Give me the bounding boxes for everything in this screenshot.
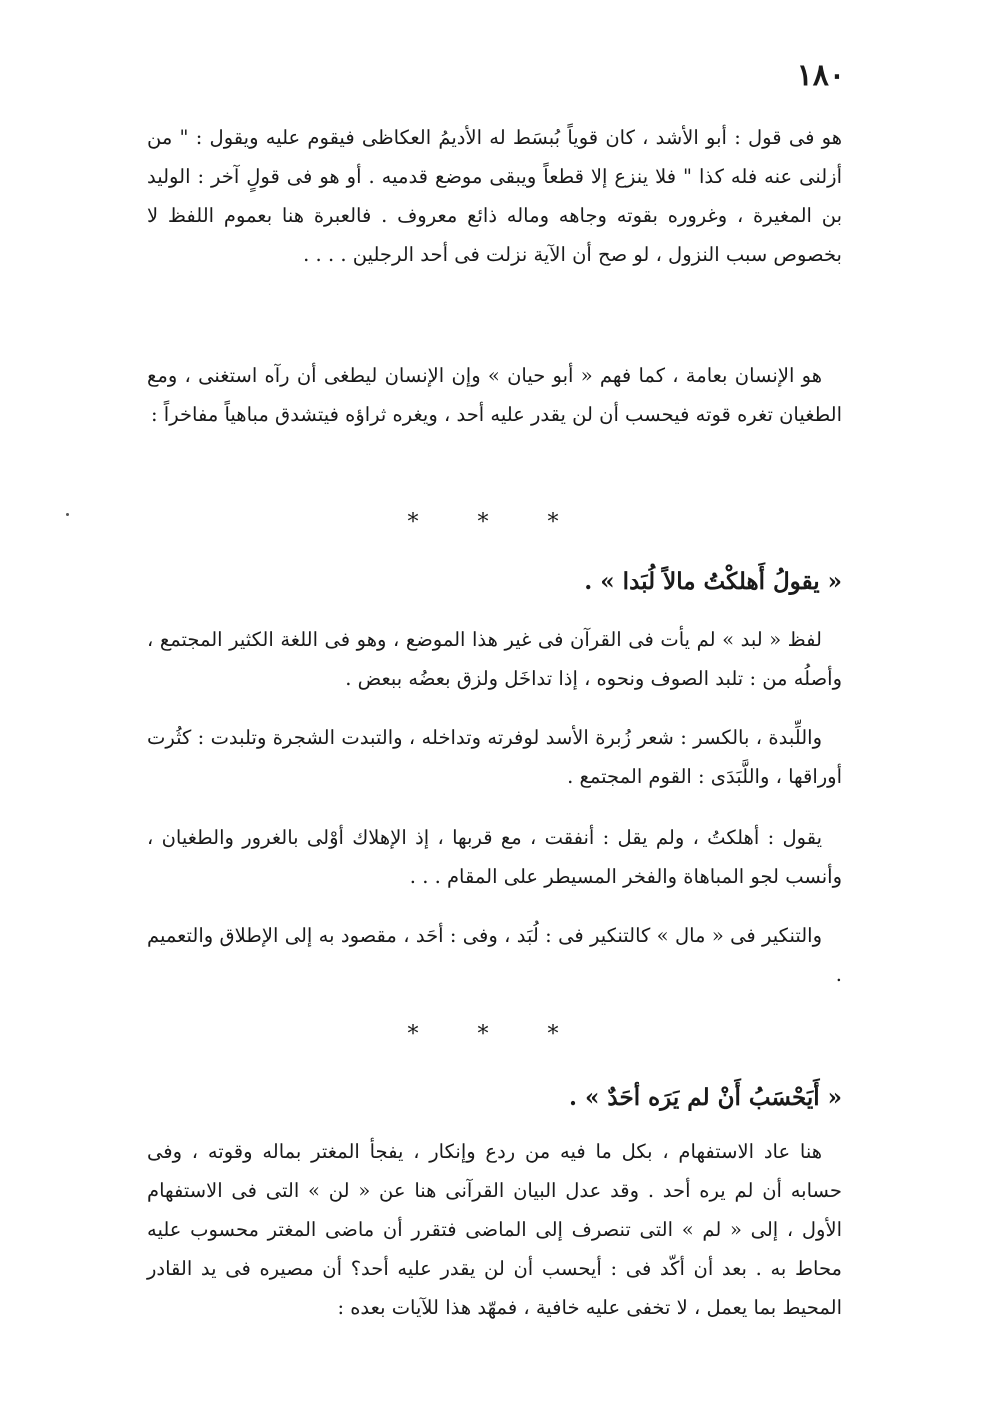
- paragraph-7-text: هنا عاد الاستفهام ، بكل ما فيه من ردع وإنكار ، يفجأ المغتر بماله وقوته ، وفى حسابه أن لم يره أحد . وقد عدل البيان القرآنى هنا عن « لن » التى فى الاستفهام الأول ، إلى « لم » التى تنصرف إلى الماضى فتقرر أن ماضى المغتر محسوب عليه محاط به . بعد أن أكّد فى : أيحسب أن لن يقدر عليه أحد؟ أن مصيره فى يد القادر المحيط بما يعمل ، لا تخفى عليه خافية ، فمهّد هذا للآيات بعده :: [147, 1140, 842, 1319]
- paragraph-4-text: واللِّبدة ، بالكسر : شعر زُبرة الأسد لوفرته وتداخله ، والتبدت الشجرة وتلبدت : كثُرت أوراقها ، واللَّبَدَى : القوم المجتمع .: [147, 726, 842, 788]
- paragraph-5-text: يقول : أهلكتُ ، ولم يقل : أنفقت ، مع قربها ، إذ الإهلاك أوْلى بالغرور والطغيان ، وأنسب لجو المباهاة والفخر المسيطر على المقام . . .: [147, 826, 842, 888]
- verse-heading-2: « أَيَحْسَبُ أَنْ لم يَرَه أحَدٌ » .: [569, 1084, 842, 1111]
- paragraph-3: [147, 620, 842, 698]
- paragraph-5: [147, 818, 842, 896]
- paragraph-2-text: هو الإنسان بعامة ، كما فهم « أبو حيان » وإن الإنسان ليطغى أن رآه استغنى ، ومع الطغيان تغره قوته فيحسب أن لن يقدر عليه أحد ، ويغره ثراؤه فيتشدق مباهياً مفاخراً :: [147, 364, 842, 426]
- paragraph-6: [147, 916, 842, 994]
- paragraph-6-text: والتنكير فى « مال » كالتنكير فى : لُبَد ، وفى : أحَد ، مقصود به إلى الإطلاق والتعميم .: [147, 924, 842, 986]
- page-number: ١٨٠: [796, 58, 845, 93]
- paragraph-1-text: هو فى قول : أبو الأشد ، كان قوياً بُبسَط له الأديمُ العكاظى فيقوم عليه ويقول : " من أزلنى عنه فله كذا " فلا ينزع إلا قطعاً ويبقى موضع قدميه . أو هو فى قولٍ آخر : الوليد بن المغيرة ، وغروره بقوته وجاهه وماله ذائع معروف . فالعبرة هنا بعموم اللفظ لا بخصوص سبب النزول ، لو صح أن الآية نزلت فى أحد الرجلين . . . .: [147, 126, 842, 266]
- paragraph-7: [147, 1132, 842, 1327]
- paragraph-3-text: لفظ « لبد » لم يأت فى القرآن فى غير هذا الموضع ، وهو فى اللغة الكثير المجتمع ، وأصلُه من : تلبد الصوف ونحوه ، إذا تداخَل ولزق بعضُه ببعض .: [147, 628, 842, 690]
- paragraph-4: [147, 718, 842, 796]
- section-separator-2: * * *: [407, 1022, 585, 1047]
- section-separator-1: * * *: [407, 510, 585, 535]
- verse-heading-1: « يقولُ أَهلكْتُ مالاً لُبَدا » .: [584, 568, 842, 595]
- paragraph-2: [147, 356, 842, 434]
- scan-speck: [66, 513, 69, 516]
- paragraph-1: [147, 118, 842, 274]
